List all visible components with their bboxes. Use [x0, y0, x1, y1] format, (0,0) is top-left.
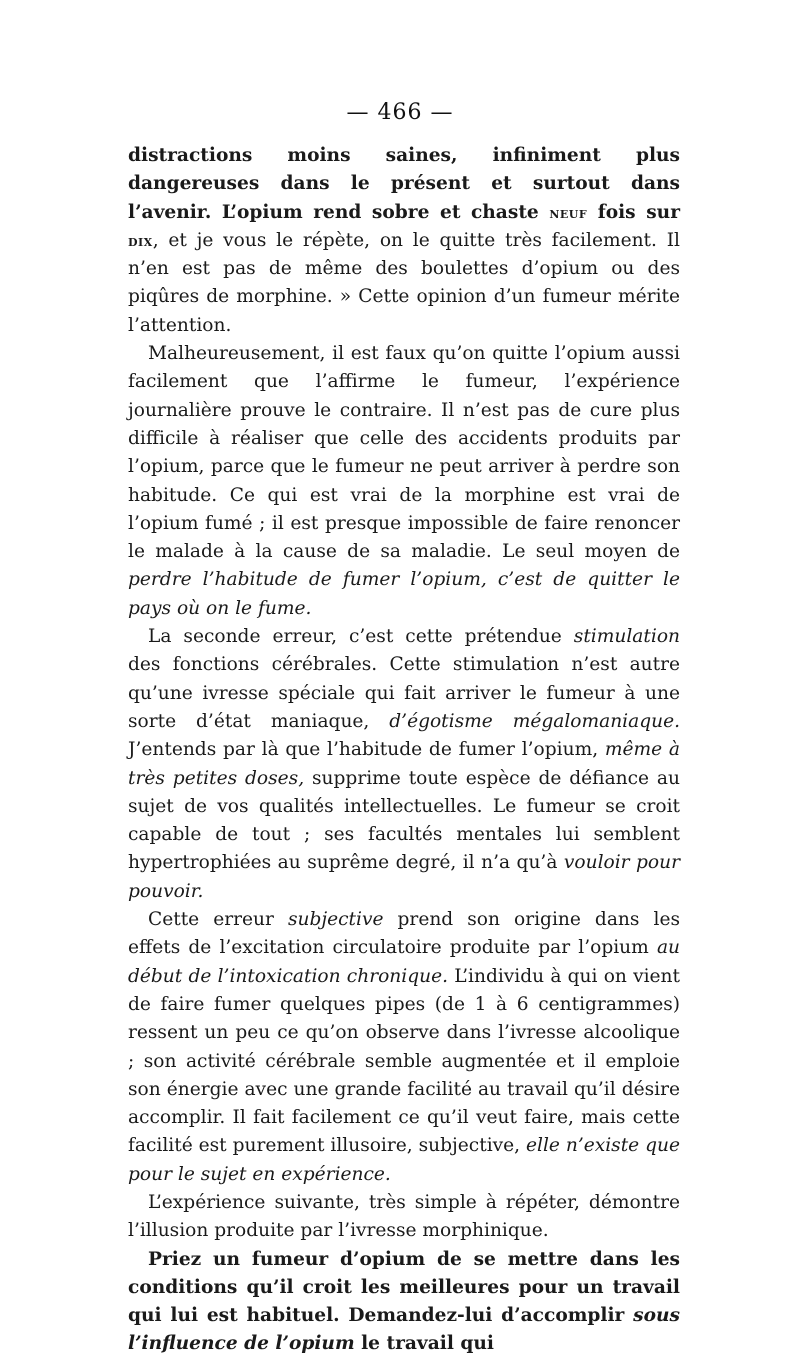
text-segment: Priez un fumeur d’opium de se mettre dans les conditions qu’il croit les meilleures pour un travail qui lui est habituel. Demandez-lui d’accomplir [128, 1248, 680, 1327]
paragraph [128, 1189, 680, 1246]
text-segment: supprime toute espèce de défiance au sujet de vos qualités intellectuelles. Le fumeur se croit capable de tout ; ses facultés mentales lui semblent hypertrophiées au suprême degré, il n’a qu’à [128, 767, 680, 874]
text-segment: La seconde erreur, c’est cette prétendue [148, 626, 574, 648]
text-segment: Malheureusement, il est faux qu’on quitte l’opium aussi facilement que l’affirme le fumeur, l’expérience journalière prouve le contraire. Il n’est pas de cure plus difficile à réaliser que celle des accidents produits par l’opium, parce que le fumeur ne peut arriver à perdre son habitude. Ce qui est vrai de la morphine est vrai de l’opium fumé ; il est presque impossible de faire renoncer le malade à la cause de sa maladie. Le seul moyen de [128, 343, 680, 563]
text-segment: neuf [549, 203, 588, 222]
text-segment: L’expérience suivante, très simple à répéter, démontre l’illusion produite par l’ivresse morphinique. [128, 1191, 680, 1242]
text-segment: des fonctions cérébrales. Cette stimulation n’est autre qu’une ivresse spéciale qui fait arriver le fumeur à une sorte d’état maniaque, [128, 654, 680, 732]
text-segment: le travail qui [354, 1333, 494, 1355]
text-segment: au début de l’intoxication chronique. [128, 937, 680, 987]
text-segment: J’entends par là que l’habitude de fumer l’opium, [128, 739, 605, 761]
text-segment: stimulation [573, 626, 680, 648]
text-segment: Cette erreur [148, 909, 288, 931]
text-segment: subjective [287, 909, 384, 931]
text-segment: elle n’existe que pour le sujet en expérience. [128, 1135, 680, 1185]
page-number: — 466 — [346, 100, 454, 125]
paragraph [128, 340, 680, 623]
text-segment: prend son origine dans les effets de l’excitation circulatoire produite par l’opium [128, 909, 680, 959]
paragraph [128, 142, 680, 340]
body-text [128, 142, 680, 1359]
text-segment: distractions moins saines, infiniment plus dangereuses dans le présent et surtout dans l’avenir. L’opium rend sobre et chaste [128, 145, 680, 223]
paragraph [128, 906, 680, 1189]
text-segment: perdre l’habitude de fumer l’opium, c’est de quitter le pays où on le fume. [128, 569, 680, 619]
text-segment: , et je vous le répète, on le quitte très facilement. Il n’en est pas de même des boulettes d’opium ou des piqûres de morphine. » Cette opinion d’un fumeur mérite l’attention. [128, 229, 680, 336]
paragraph [128, 1246, 680, 1359]
text-segment: dix [128, 231, 153, 250]
text-segment: même à très petites doses, [128, 739, 680, 789]
text-segment: d’égotisme mégalomaniaque. [389, 710, 680, 732]
text-segment: vouloir pour pouvoir. [128, 852, 680, 902]
text-segment: L’individu à qui on vient de faire fumer quelques pipes (de 1 à 6 centigrammes) ressent un peu ce qu’on observe dans l’ivresse alcoolique ; son activité cérébrale semble augmentée et il emploie son énergie avec une grande facilité au travail qu’il désire accomplir. Il fait facilement ce qu’il veut faire, mais cette facilité est purement illusoire, subjective, [128, 965, 681, 1157]
paragraph [128, 623, 680, 906]
text-segment: sous l’influence de l’opium [128, 1305, 680, 1355]
text-segment: fois sur [587, 201, 680, 223]
